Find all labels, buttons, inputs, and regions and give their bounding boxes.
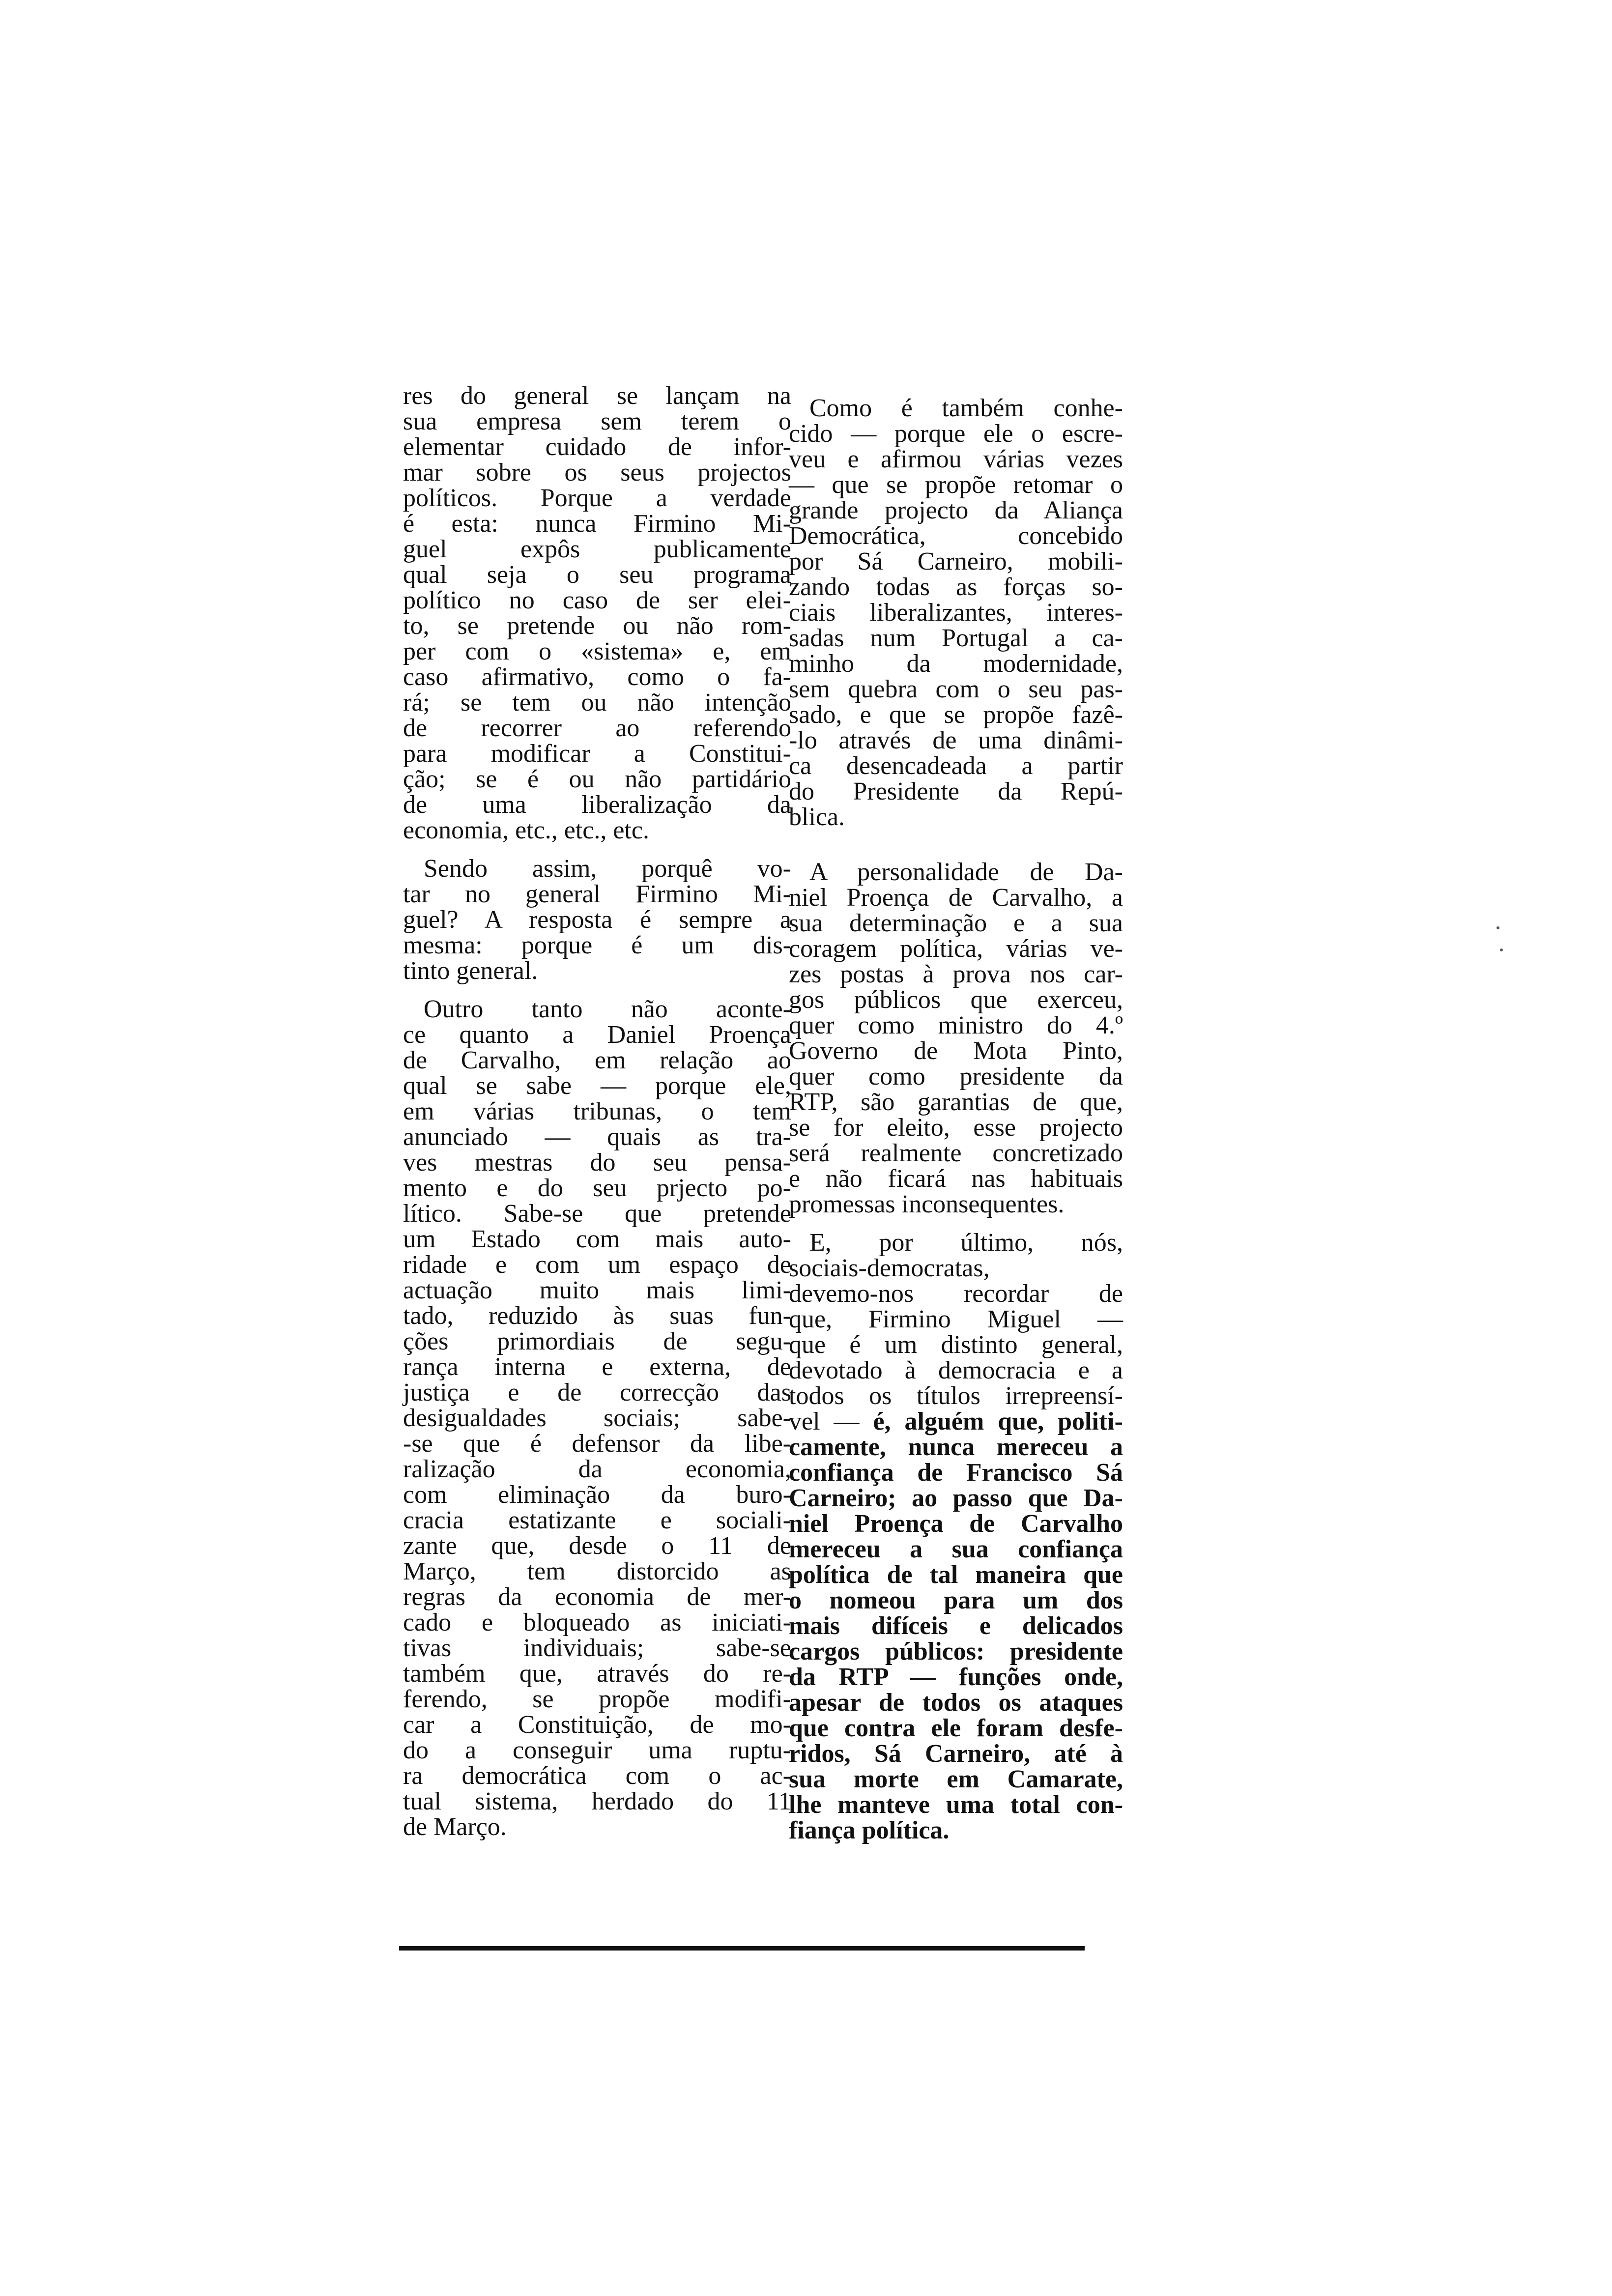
article-line: também que, através do re- [403, 1660, 791, 1688]
article-line: Sendo assim, porquê vo- [424, 855, 791, 883]
article-line: Governo de Mota Pinto, [789, 1037, 1123, 1065]
article-line: um Estado com mais auto- [403, 1225, 791, 1253]
article-line: car a Constituição, de mo- [403, 1711, 791, 1739]
article-line: para modificar a Constitui- [403, 740, 791, 768]
article-line: tado, reduzido às suas fun- [403, 1302, 791, 1330]
article-line-bold: da RTP — funções onde, [789, 1663, 1123, 1691]
article-line: devotado à democracia e a [789, 1356, 1123, 1384]
article-line: guel expôs publicamente [403, 535, 791, 563]
article-line-bold: Carneiro; ao passo que Da- [789, 1484, 1123, 1512]
article-line: sua determinação e a sua [789, 909, 1123, 937]
article-line: de uma liberalização da [403, 791, 791, 819]
article-line: veu e afirmou várias vezes [789, 445, 1123, 473]
article-line: quer como ministro do 4.º [789, 1011, 1123, 1039]
article-line-bold: confiança de Francisco Sá [789, 1459, 1123, 1487]
article-line: ce quanto a Daniel Proença [403, 1021, 791, 1049]
article-line: — que se propõe retomar o [789, 471, 1123, 499]
article-line: caso afirmativo, como o fa- [403, 663, 791, 691]
article-line: gos públicos que exerceu, [789, 986, 1123, 1014]
article-line: ves mestras do seu pensa- [403, 1148, 791, 1177]
article-line-bold: fiança política. [789, 1816, 950, 1844]
article-line: lítico. Sabe-se que pretende [403, 1200, 791, 1228]
article-line: com eliminação da buro- [403, 1481, 791, 1509]
article-line: A personalidade de Da- [809, 858, 1123, 886]
article-line: ca desencadeada a partir [789, 752, 1123, 780]
paragraph-1 [403, 383, 791, 843]
article-line: desigualdades sociais; sabe- [403, 1404, 791, 1432]
article-line: zando todas as forças so- [789, 573, 1123, 601]
article-line: sadas num Portugal a ca- [789, 624, 1123, 652]
article-line: tinto general. [403, 957, 538, 985]
article-line-bold: niel Proença de Carvalho [789, 1510, 1123, 1538]
article-line: sem quebra com o seu pas- [789, 675, 1123, 703]
article-line: coragem política, várias ve- [789, 935, 1123, 963]
article-right-column [789, 396, 1123, 1843]
article-line: minho da modernidade, [789, 650, 1123, 678]
article-line: mar sobre os seus projectos [403, 459, 791, 487]
article-line: será realmente concretizado [789, 1139, 1123, 1167]
article-line: cido — porque ele o escre- [789, 420, 1123, 448]
article-line: Como é também conhe- [809, 394, 1123, 422]
article-line-bold: apesar de todos os ataques [789, 1689, 1123, 1717]
article-line: e não ficará nas habituais [789, 1165, 1123, 1193]
paragraph-4 [789, 396, 1123, 830]
article-line: sua empresa sem terem o [403, 407, 791, 435]
article-line: -lo através de uma dinâmi- [789, 726, 1123, 754]
article-line: que, Firmino Miguel — [789, 1305, 1123, 1333]
article-line: sado, e que se propõe fazê- [789, 701, 1123, 729]
article-line: ralização da economia, [403, 1455, 791, 1483]
article-line: sociais-democratas, [789, 1254, 990, 1282]
article-line: to, se pretende ou não rom- [403, 612, 791, 640]
article-line: mesma: porque é um dis- [403, 931, 791, 959]
article-left-column [403, 383, 791, 1840]
article-line: mento e do seu prjecto po- [403, 1174, 791, 1202]
article-line: actuação muito mais limi- [403, 1276, 791, 1304]
article-line: ra democrática com o ac- [403, 1762, 791, 1790]
line-bold-part: é, alguém que, politi- [873, 1407, 1123, 1435]
article-line: zante que, desde o 11 de [403, 1532, 791, 1560]
article-line: res do general se lançam na [403, 382, 791, 410]
article-line-bold: lhe manteve uma total con- [789, 1791, 1123, 1819]
article-line: Março, tem distorcido as [403, 1557, 791, 1585]
article-line: tivas individuais; sabe-se [403, 1634, 791, 1662]
article-line: elementar cuidado de infor- [403, 433, 791, 461]
article-line: do a conseguir uma ruptu- [403, 1736, 791, 1764]
article-line: qual seja o seu programa [403, 561, 791, 589]
article-line: anunciado — quais as tra- [403, 1123, 791, 1151]
article-line-bold: que contra ele foram desfe- [789, 1714, 1123, 1742]
article-line: ferendo, se propõe modifi- [403, 1685, 791, 1713]
article-line: do Presidente da Repú- [789, 777, 1123, 805]
article-line-bold: cargos públicos: presidente [789, 1637, 1123, 1665]
article-line: tar no general Firmino Mi- [403, 880, 791, 908]
article-line: promessas inconsequentes. [789, 1190, 1065, 1218]
article-line: tual sistema, herdado do 11 [403, 1787, 791, 1815]
article-line: por Sá Carneiro, mobili- [789, 547, 1123, 575]
article-line-bold: política de tal maneira que [789, 1561, 1123, 1589]
article-line: RTP, são garantias de que, [789, 1088, 1123, 1116]
article-line: de Carvalho, em relação ao [403, 1046, 791, 1074]
article-line: -se que é defensor da libe- [403, 1430, 791, 1458]
column-end-rule [399, 1946, 1085, 1951]
article-line: cado e bloqueado as iniciati- [403, 1608, 791, 1636]
article-line: Democrática, concebido [789, 522, 1123, 550]
article-line: político no caso de ser elei- [403, 586, 791, 614]
article-line: de recorrer ao referendo [403, 714, 791, 742]
article-line: blica. [789, 803, 845, 831]
paragraph-5 [789, 860, 1123, 1217]
article-line: rança interna e externa, de [403, 1353, 791, 1381]
article-line: qual se sabe — porque ele, [403, 1072, 791, 1100]
article-line: ções primordiais de segu- [403, 1327, 791, 1355]
paragraph-6 [789, 1230, 1123, 1843]
article-line: todos os títulos irrepreensí- [789, 1382, 1123, 1410]
paragraph-2 [403, 856, 791, 984]
article-line: grande projecto da Aliança [789, 496, 1123, 524]
article-line: ridade e com um espaço de [403, 1251, 791, 1279]
article-line: regras da economia de mer- [403, 1583, 791, 1611]
article-line-bold: mais difíceis e delicados [789, 1612, 1123, 1640]
article-line: guel? A resposta é sempre a [403, 906, 791, 934]
article-line-bold: ridos, Sá Carneiro, até à [789, 1740, 1123, 1768]
scan-speck [1497, 926, 1499, 929]
scan-speck [1500, 948, 1503, 951]
article-line: quer como presidente da [789, 1062, 1123, 1091]
article-line: cracia estatizante e sociali- [403, 1506, 791, 1534]
article-line: per com o «sistema» e, em [403, 637, 791, 665]
article-line: zes postas à prova nos car- [789, 960, 1123, 988]
article-line: devemo-nos recordar de [789, 1280, 1123, 1308]
line-normal-part: vel — [789, 1407, 873, 1435]
article-line: é esta: nunca Firmino Mi- [403, 510, 791, 538]
article-line: E, por último, nós, [809, 1229, 1123, 1257]
article-line: niel Proença de Carvalho, a [789, 884, 1123, 912]
article-line: de Março. [403, 1813, 507, 1841]
article-line: em várias tribunas, o tem [403, 1097, 791, 1125]
article-line: se for eleito, esse projecto [789, 1114, 1123, 1142]
article-line: rá; se tem ou não intenção [403, 689, 791, 717]
article-line-bold: mereceu a sua confiança [789, 1535, 1123, 1563]
article-line-bold: camente, nunca mereceu a [789, 1433, 1123, 1461]
article-line: ciais liberalizantes, interes- [789, 599, 1123, 627]
article-line-bold: sua morte em Camarate, [789, 1765, 1123, 1793]
article-line: justiça e de correcção das [403, 1378, 791, 1406]
article-line: políticos. Porque a verdade [403, 484, 791, 512]
article-line-bold: o nomeou para um dos [789, 1586, 1123, 1614]
paragraph-3 [403, 997, 791, 1840]
article-line: que é um distinto general, [789, 1331, 1123, 1359]
article-line: Outro tanto não aconte- [424, 995, 791, 1023]
article-line: economia, etc., etc., etc. [403, 816, 649, 844]
article-line: ção; se é ou não partidário [403, 765, 791, 793]
article-line [789, 1409, 1123, 1435]
